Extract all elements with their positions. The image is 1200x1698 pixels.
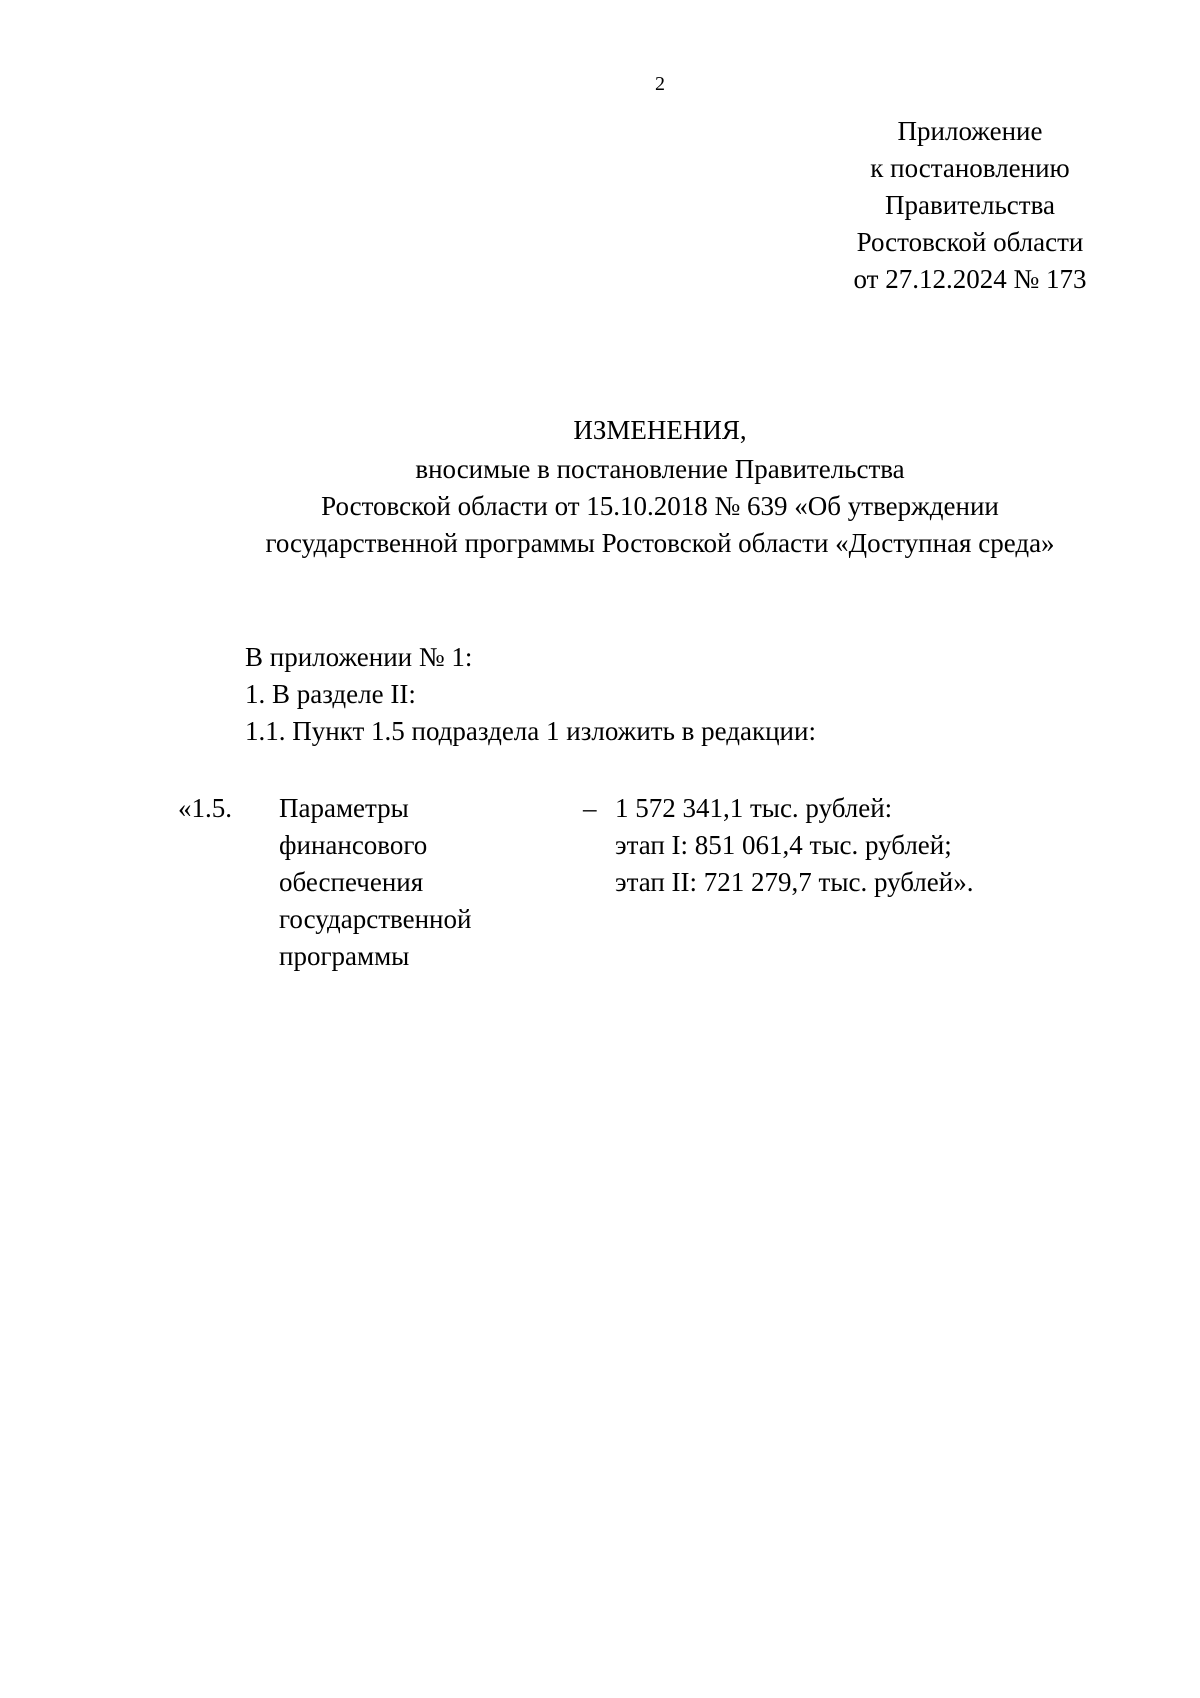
parameter-name-line: финансового (279, 830, 428, 860)
title-heading: ИЗМЕНЕНИЯ, (573, 415, 747, 445)
document-title (150, 412, 1170, 562)
body-line: 1.1. Пункт 1.5 подраздела 1 изложить в редакции: (245, 716, 816, 746)
parameter-row (0, 790, 1200, 990)
appendix-line: Правительства (885, 190, 1055, 220)
appendix-block (800, 113, 1140, 298)
parameter-value-line: этап II: 721 279,7 тыс. рублей». (615, 867, 974, 897)
title-line: государственной программы Ростовской области «Доступная среда» (265, 528, 1055, 558)
parameter-name-line: Параметры (279, 793, 409, 823)
parameter-name-line: государственной (279, 904, 472, 934)
parameter-values (615, 790, 1175, 901)
parameter-value-line: этап I: 851 061,4 тыс. рублей; (615, 830, 952, 860)
parameter-value-line: 1 572 341,1 тыс. рублей: (615, 793, 893, 823)
page-number: 2 (655, 73, 665, 95)
parameter-name-line: обеспечения (279, 867, 424, 897)
title-line: Ростовской области от 15.10.2018 № 639 «Об утверждении (321, 491, 999, 521)
appendix-line: Ростовской области (856, 227, 1084, 257)
body-line: 1. В разделе II: (245, 679, 416, 709)
title-line: вносимые в постановление Правительства (415, 454, 905, 484)
parameter-name (279, 790, 539, 975)
body-line: В приложении № 1: (245, 642, 473, 672)
body-text (245, 639, 1145, 750)
appendix-line: к постановлению (870, 153, 1070, 183)
appendix-line: Приложение (897, 116, 1043, 146)
appendix-line: от 27.12.2024 № 173 (853, 264, 1087, 294)
parameter-number: «1.5. (178, 793, 232, 823)
parameter-name-line: программы (279, 941, 410, 971)
parameter-dash: – (583, 793, 597, 823)
